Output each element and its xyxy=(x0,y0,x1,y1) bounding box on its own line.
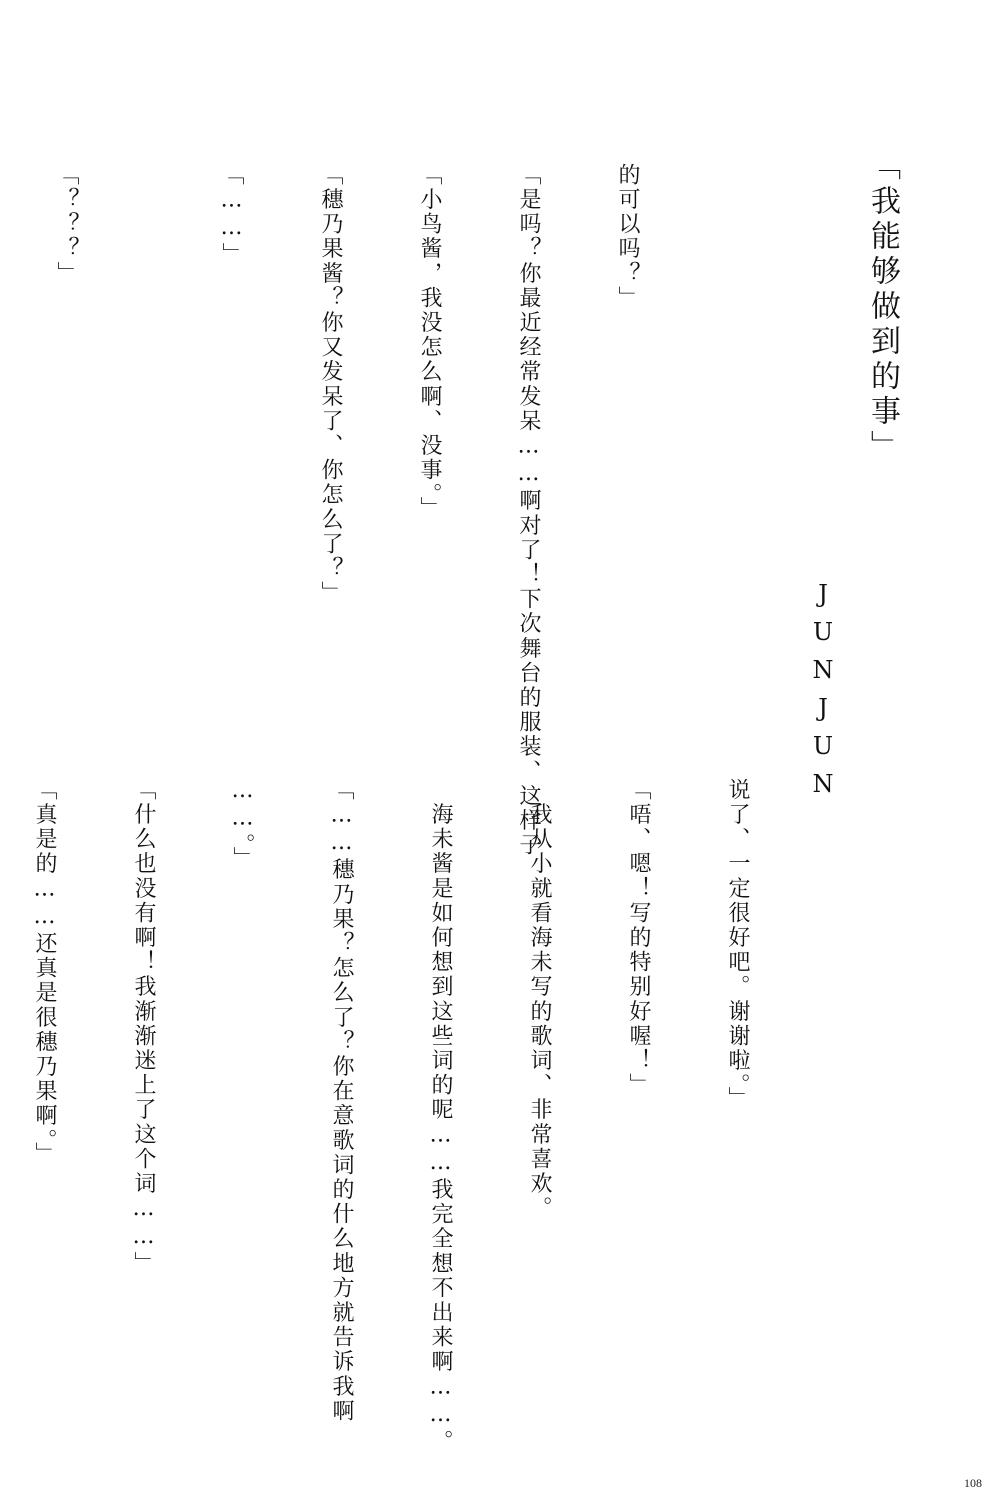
text-line: 的可以吗？」 xyxy=(615,163,640,311)
text-line: 「是吗？你最近经常发呆……啊对了！下次舞台的服装、这样子 xyxy=(516,163,541,858)
story-title: 「我能够做到的事」 xyxy=(865,150,900,465)
text-line: 「真是的……还真是很穗乃果啊。」 xyxy=(32,778,57,1167)
text-line: 「？？？」 xyxy=(54,163,79,286)
author-name: JUNJUN xyxy=(809,580,837,808)
lower-text-block xyxy=(0,778,820,1455)
text-line: 「……」 xyxy=(219,163,244,268)
text-line: 说了、一定很好吧。谢谢啦。」 xyxy=(725,778,750,1112)
text-line: 「小鸟酱，我没怎么啊、没事。」 xyxy=(417,163,442,521)
text-line: 「……穗乃果？怎么了？你在意歌词的什么地方就告诉我啊 xyxy=(329,778,354,1424)
text-line: 「什么也没有啊！我渐渐迷上了这个词……」 xyxy=(131,778,156,1276)
text-line: 我从小就看海未写的歌词、非常喜欢。 xyxy=(527,778,552,1221)
page-number: 108 xyxy=(964,1476,982,1490)
text-line: 「穗乃果酱？你又发呆了、你怎么了？」 xyxy=(318,163,343,606)
upper-text-block xyxy=(0,163,710,858)
text-line: ……。」 xyxy=(230,778,255,872)
text-line: 「唔、嗯！写的特别好喔！」 xyxy=(626,778,651,1098)
text-line: 海未酱是如何想到这些词的呢……我完全想不出来啊……。 xyxy=(428,778,453,1455)
